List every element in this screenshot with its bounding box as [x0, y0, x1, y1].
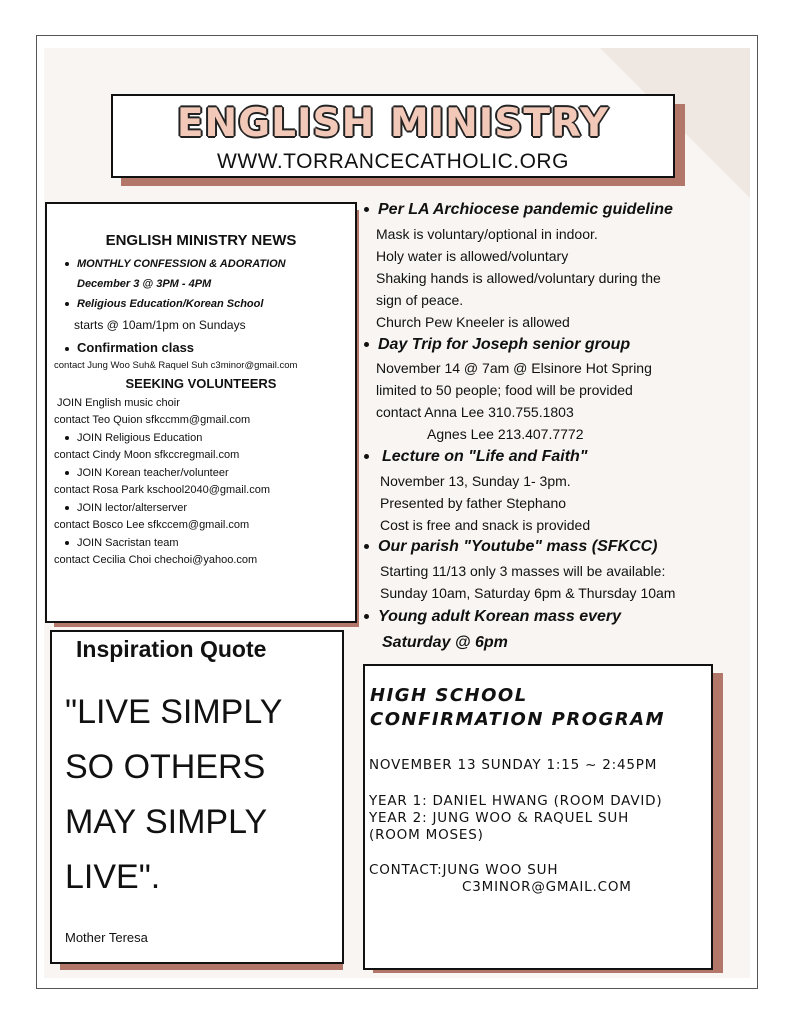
bullet-icon: [65, 506, 69, 510]
header-box: [111, 94, 675, 178]
announcement-line: Agnes Lee 213.407.7772: [427, 426, 584, 442]
announcement-title: Our parish "Youtube" mass (SFKCC): [364, 538, 658, 556]
contact-line: contact Bosco Lee sfkccem@gmail.com: [54, 519, 250, 531]
bullet-icon: [364, 614, 369, 619]
announcement-title: Young adult Korean mass every: [364, 608, 621, 626]
announcement-line: Starting 11/13 only 3 masses will be available:: [380, 563, 666, 579]
contact-line: contact Jung Woo Suh& Raquel Suh c3minor@gmail.com: [54, 360, 298, 371]
contact-line: contact Cecilia Choi chechoi@yahoo.com: [54, 554, 258, 566]
volunteer-item: JOIN Religious Education: [65, 432, 202, 444]
announcement-title: Lecture on "Life and Faith": [364, 448, 587, 466]
announcement-line: November 13, Sunday 1- 3pm.: [380, 473, 571, 489]
confirmation-title: HIGH SCHOOL CONFIRMATION PROGRAM: [370, 685, 665, 730]
contact-line: contact Rosa Park kschool2040@gmail.com: [54, 484, 270, 496]
quote-text: "LIVE SIMPLY SO OTHERS MAY SIMPLY LIVE".: [65, 693, 282, 896]
quote-title: Inspiration Quote: [76, 636, 267, 662]
announcement-line: Holy water is allowed/voluntary: [376, 248, 569, 264]
announcement-line: Sunday 10am, Saturday 6pm & Thursday 10am: [380, 585, 676, 601]
announcement-line: Presented by father Stephano: [380, 495, 567, 511]
volunteer-item: JOIN English music choir: [57, 397, 180, 409]
volunteer-item: JOIN lector/alterserver: [65, 502, 187, 514]
list-item-detail: December 3 @ 3PM - 4PM: [77, 278, 212, 290]
confirmation-year2-room: (ROOM MOSES): [369, 827, 484, 843]
confirmation-date: NOVEMBER 13 SUNDAY 1:15 ~ 2:45PM: [369, 757, 658, 773]
announcement-line: limited to 50 people; food will be provided: [376, 382, 633, 398]
bullet-icon: [65, 262, 69, 266]
volunteer-item: JOIN Korean teacher/volunteer: [65, 467, 229, 479]
confirmation-box: [363, 664, 713, 970]
website-url[interactable]: WWW.TORRANCECATHOLIC.ORG: [217, 150, 569, 173]
announcement-title: Per LA Archiocese pandemic guideline: [364, 201, 673, 219]
bullet-icon: [65, 471, 69, 475]
bullet-icon: [364, 207, 369, 212]
page-title: ENGLISH MINISTRY: [176, 101, 610, 146]
news-heading: ENGLISH MINISTRY NEWS: [105, 232, 297, 249]
bullet-icon: [364, 544, 369, 549]
confirmation-year2: YEAR 2: JUNG WOO & RAQUEL SUH: [369, 810, 630, 826]
volunteers-heading: SEEKING VOLUNTEERS: [125, 376, 277, 391]
contact-line: contact Teo Quion sfkccmm@gmail.com: [54, 414, 251, 426]
announcement-line: contact Anna Lee 310.755.1803: [376, 404, 574, 420]
quote-author: Mother Teresa: [65, 930, 148, 945]
volunteer-item: JOIN Sacristan team: [65, 537, 178, 549]
bullet-icon: [65, 436, 69, 440]
announcement-title: Day Trip for Joseph senior group: [364, 336, 630, 354]
list-item: Confirmation class: [65, 340, 194, 355]
confirmation-contact: CONTACT:JUNG WOO SUH: [369, 862, 559, 878]
confirmation-email[interactable]: C3MINOR@GMAIL.COM: [462, 879, 632, 895]
bullet-icon: [65, 347, 69, 351]
announcement-line: Church Pew Kneeler is allowed: [376, 314, 570, 330]
list-item: MONTHLY CONFESSION & ADORATION: [65, 258, 286, 270]
news-box: [45, 202, 357, 623]
confirmation-year1: YEAR 1: DANIEL HWANG (ROOM DAVID): [369, 793, 663, 809]
bullet-icon: [364, 454, 369, 459]
announcement-line: Cost is free and snack is provided: [380, 517, 591, 533]
list-item-detail: starts @ 10am/1pm on Sundays: [74, 318, 246, 332]
announcement-line: Mask is voluntary/optional in indoor.: [376, 226, 598, 242]
contact-line: contact Cindy Moon sfkccregmail.com: [54, 449, 240, 461]
announcement-line: November 14 @ 7am @ Elsinore Hot Spring: [376, 360, 652, 376]
bullet-icon: [65, 541, 69, 545]
announcement-line: Shaking hands is allowed/voluntary during the: [376, 270, 661, 286]
bullet-icon: [65, 302, 69, 306]
quote-box: [50, 630, 344, 964]
announcement-title-cont: Saturday @ 6pm: [382, 634, 508, 651]
list-item: Religious Education/Korean School: [65, 298, 263, 310]
bullet-icon: [364, 342, 369, 347]
announcement-line: sign of peace.: [376, 292, 464, 308]
